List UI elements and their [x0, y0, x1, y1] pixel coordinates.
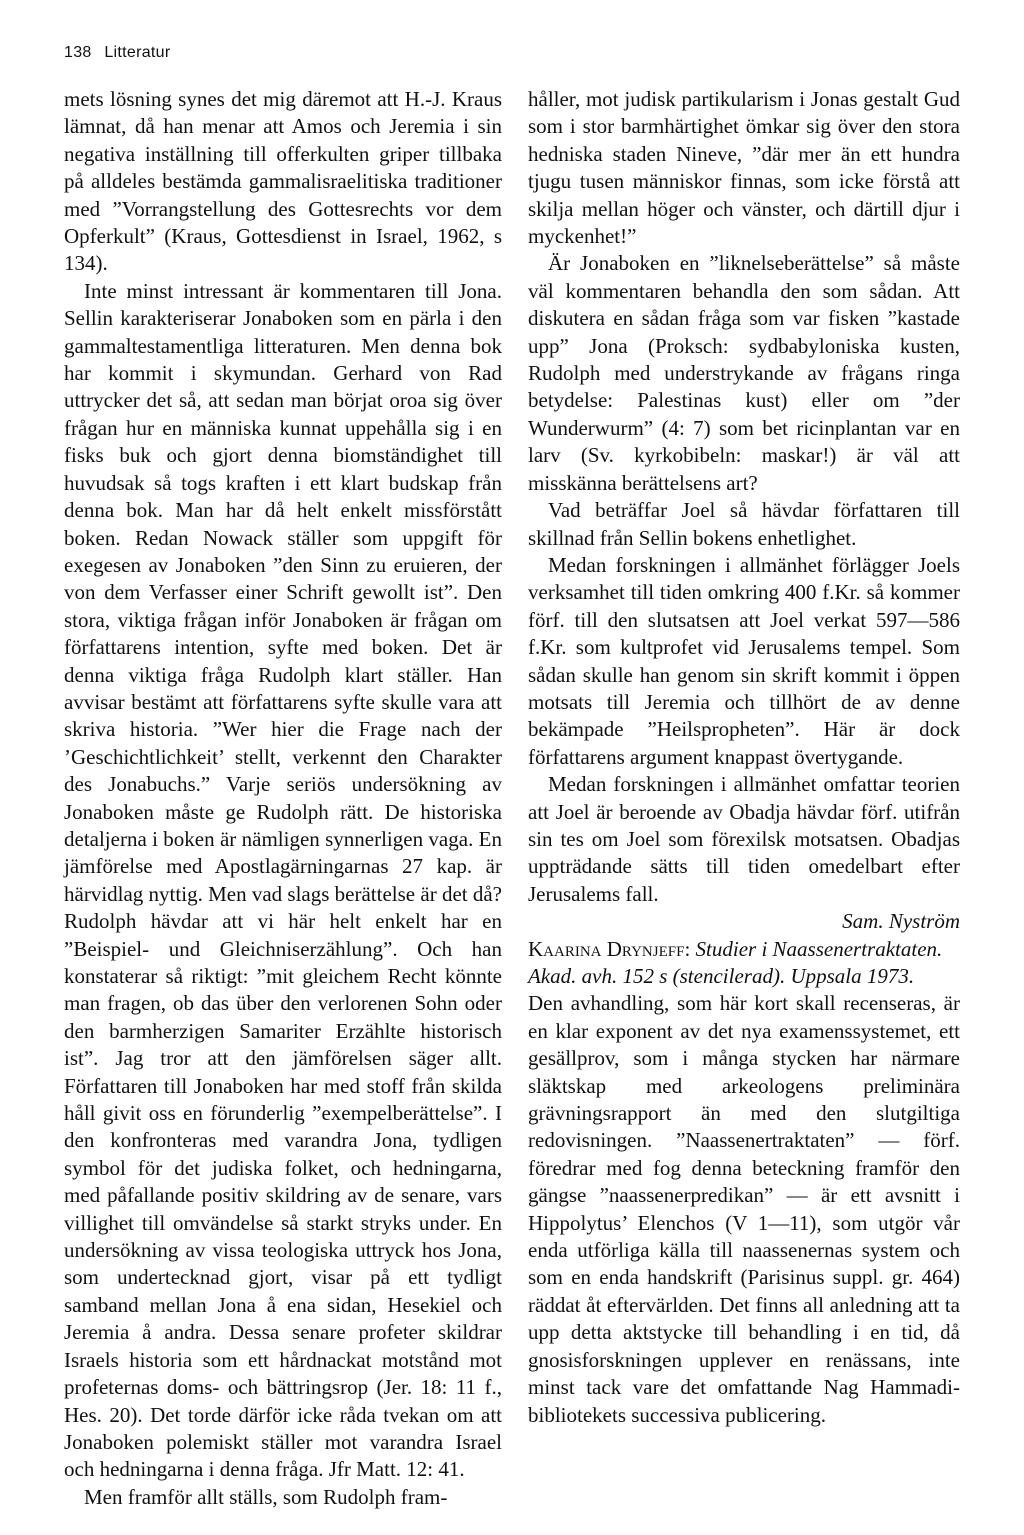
paragraph: Medan forskningen i allmänhet omfattar teorien att Joel är beroende av Obadja hävdar förf. utifrån sin tes om Joel som förexilsk motsatsen. Obadjas uppträdande sätts till tiden omedelbart efter Jerusalems fall.	[528, 772, 960, 906]
running-header	[64, 44, 171, 62]
paragraph: mets lösning synes det mig däremot att H.-J. Kraus lämnat, då han menar att Amos och Jeremia i sin negativa inställning till offerkulten griper tillbaka på alldeles bestämda gammalisraelitiska traditioner med ”Vorrangstellung des Gottesrechts vor dem Opferkult” (Kraus, Gottesdienst in Israel, 1962, s 134).	[64, 87, 502, 276]
left-column	[64, 86, 502, 1511]
paragraph: Medan forskningen i allmänhet förlägger Joels verksamhet till tiden omkring 400 f.Kr. så kommer förf. till den slutsatsen att Joel verkat 597—586 f.Kr. som kultprofet vid Jerusalems tempel. Som sådan skulle han genom sin skrift kommit i öppen motsats till Jeremia och tillhört de av denne bekämpade ”Heilspropheten”. Här är dock författarens argument knappast övertygande.	[528, 552, 960, 769]
section-title: Litteratur	[104, 44, 171, 61]
right-column	[528, 86, 960, 1429]
paragraph: Inte minst intressant är kommentaren till Jona. Sellin karakteriserar Jonaboken som en pärla i den gammaltestamentliga litteraturen. Men denna bok har kommit i skymundan. Gerhard von Rad uttrycker det så, att sedan man börjat oroa sig över frågan hur en människa kunnat uppehålla sig i en fisks buk och gjort denna biomständighet till huvudsak så togs kraften i ett klart budskap från denna bok. Man har då helt enkelt missförstått boken. Redan Nowack ställer som uppgift för exegesen av Jonaboken ”den Sinn zu eruieren, der von dem Verfasser einer Schrift gewollt ist”. Den stora, viktiga frågan inför Jonaboken är frågan om författarens intention, syfte med boken. Det är denna viktiga fråga Rudolph klart ställer. Han avvisar bestämt att författarens syfte skulle vara att skriva historia. ”Wer hier die Frage nach der ’Geschichtlichkeit’ stellt, verkennt den Charakter des Jonabuchs.” Varje seriös undersökning av Jonaboken måste ge Rudolph rätt. De historiska detaljerna i boken är nämligen synnerligen vaga. En jämförelse med Apostlagärningarnas 27 kap. är härvidlag nyttig. Men vad slags berättelse är det då? Rudolph hävdar att vi här helt enkelt har en ”Beispiel- und Gleichniserzählung”. Och han konstaterar så riktigt: ”mit gleichem Recht könnte man fragen, ob das über den verlorenen Sohn oder den barmherzigen Samariter Erzählte historisch ist”. Jag tror att den jämförelsen säger allt. Författaren till Jonaboken har med stoff från skilda håll givit oss en förunderlig ”exempelberättelse”. I den konfronteras med varandra Jona, tydligen symbol för det judiska folket, och hedningarna, med påfallande positiv skildring av de senare, vars villighet till omvändelse så starkt stryks under. En undersökning av vissa teologiska uttryck hos Jona, som undertecknad gjort, visar på ett tydligt samband mellan Jona å ena sidan, Hesekiel och Jeremia å andra. Dessa senare profeter skildrar Israels historia som ett hårdnackat motstånd mot profeternas doms- och bättringsrop (Jer. 18: 11 f., Hes. 20). Det torde därför icke råda tvekan om att Jonaboken polemiskt ställer mot varandra Israel och hedningarna i denna fråga. Jfr Matt. 12: 41.	[64, 278, 502, 1482]
paragraph: håller, mot judisk partikularism i Jonas gestalt Gud som i stor barmhärtighet ömkar sig över den stora hedniska staden Nineve, ”där mer än ett hundra tjugu tusen människor finnas, som icke förstå att skilja mellan höger och vänster, och därtill djur i myckenhet!”	[528, 87, 960, 249]
paragraph: Vad beträffar Joel så hävdar författaren till skillnad från Sellin bokens enhetlighet.	[528, 498, 960, 550]
review-heading	[528, 936, 960, 991]
review-body: Den avhandling, som här kort skall recenseras, är en klar exponent av det nya examenssystemet, ett gesällprov, som i många stycken har närmare släktskap med arkeologens preliminära grävningsrapport än med den slutgiltiga redovisningen. ”Naassenertraktaten” — förf. föredrar med fog denna beteckning framför den gängse ”naassenerpredikan” — är ett avsnitt i Hippolytus’ Elenchos (V 1—11), som utgör vår enda utförliga källa till naassenernas system och som en enda handskrift (Parisinus suppl. gr. 464) räddat åt eftervärlden. Det finns all anledning att ta upp detta aktstycke till behandling i en tid, då gnosisforskningen upplever en renässans, inte minst tack vare det omfattande Nag Hammadi-bibliotekets successiva publicering.	[528, 991, 960, 1427]
review-signature: Sam. Nyström	[842, 909, 960, 934]
paragraph: Är Jonaboken en ”liknelseberättelse” så måste väl kommentaren behandla den som sådan. Att diskutera en sådan fråga som var fisken ”kastade upp” Jona (Proksch: sydbabyloniska kusten, Rudolph med understrykande av frågans ringa betydelse: Palestinas kust) eller om ”der Wunderwurm” (4: 7) som bet ricinplantan var en larv (Sv. kyrkobibeln: maskar!) är väl att misskänna berättelsens art?	[528, 251, 960, 495]
review-author: Kaarina Drynjeff:	[528, 936, 691, 961]
page-number: 138	[64, 44, 92, 61]
paragraph: Men framför allt ställs, som Rudolph fram-	[84, 1484, 448, 1509]
review-title: Studier i Naassenertraktaten. Akad. avh. 152 s (stencilerad). Uppsala 1973.	[528, 936, 943, 988]
